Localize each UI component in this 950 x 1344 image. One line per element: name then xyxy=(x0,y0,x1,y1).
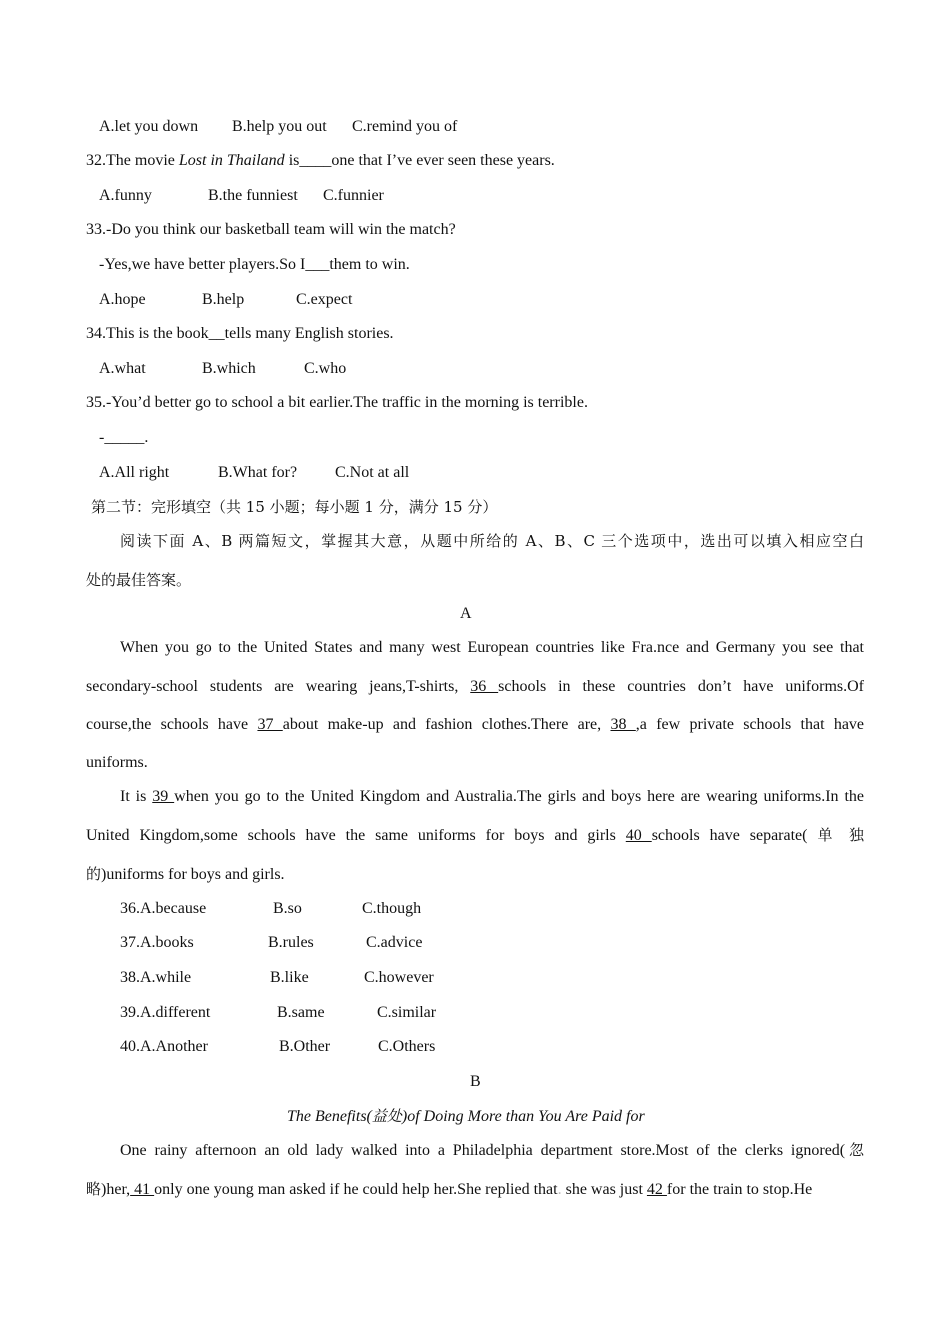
passage-a-label: A xyxy=(460,605,472,622)
option-40-c: C.Others xyxy=(378,1038,436,1055)
passage-a-line5: It is 39 when you go to the United Kingdom and Australia.The girls and boys here are wearing uniforms.In the xyxy=(120,788,865,805)
q33-option-a: A.hope xyxy=(99,291,146,308)
section-heading: 第二节：完形填空（共 15 小题；每小题 1 分，满分 15 分） xyxy=(91,498,498,516)
option-38-b: B.like xyxy=(270,969,309,986)
passage-b-label: B xyxy=(470,1073,481,1090)
q33-option-c: C.expect xyxy=(296,291,353,308)
q32-post: is____one that I’ve ever seen these years. xyxy=(284,152,555,169)
passage-a-line2: secondary-school students are wearing jeans,T-shirts, 36 schools in these countries don’t have uniforms.Of xyxy=(86,678,865,695)
blank-42: 42 xyxy=(646,1181,667,1198)
q35-option-b: B.What for? xyxy=(218,464,298,481)
blank-37: 37 xyxy=(257,716,283,733)
passage-b-title: The Benefits(益处)of Doing More than You Are Paid for xyxy=(287,1107,645,1125)
q34-option-a: A.what xyxy=(99,360,146,377)
q33-reply: -Yes,we have better players.So I___them to win. xyxy=(99,256,410,273)
q31-option-b: B.help you out xyxy=(232,118,327,135)
passage-b-line1: One rainy afternoon an old lady walked into a Philadelphia department store.Most of the clerks ignored(忽 xyxy=(120,1141,864,1159)
q32-option-a: A.funny xyxy=(99,187,152,204)
passage-a-line3: course,the schools have 37 about make-up and fashion clothes.There are, 38 ,a few private schools that have xyxy=(86,716,865,733)
q33-stem: 33.-Do you think our basketball team will win the match? xyxy=(86,221,456,238)
blank-40: 40 xyxy=(625,827,652,844)
option-36-c: C.though xyxy=(362,900,422,917)
q34-stem: 34.This is the book__tells many English stories. xyxy=(86,325,394,342)
q32-option-b: B.the funniest xyxy=(208,187,298,204)
option-39-c: C.similar xyxy=(377,1004,437,1021)
option-39-b: B.same xyxy=(277,1004,325,1021)
passage-a-line4: uniforms. xyxy=(86,754,148,771)
option-37-b: B.rules xyxy=(268,934,314,951)
passage-b-line2: 略)her, 41 only one young man asked if he could help her.She replied that. she was just 42 for the train to stop.He xyxy=(86,1180,813,1198)
option-36-b: B.so xyxy=(273,900,302,917)
blank-36: 36 xyxy=(470,678,499,695)
option-38-c: C.however xyxy=(364,969,434,986)
q34-option-c: C.who xyxy=(304,360,347,377)
section-instructions-line2: 处的最佳答案。 xyxy=(86,571,192,589)
q33-option-b: B.help xyxy=(202,291,245,308)
passage-a-line7: 的)uniforms for boys and girls. xyxy=(86,865,285,883)
option-36-a: 36.A.because xyxy=(120,900,207,917)
passage-a-line6: United Kingdom,some schools have the same uniforms for boys and girls 40 schools have separate( 单 独 xyxy=(86,826,865,844)
blank-41: 41 xyxy=(130,1181,155,1198)
option-37-a: 37.A.books xyxy=(120,934,194,951)
option-40-a: 40.A.Another xyxy=(120,1038,208,1055)
passage-a-line1: When you go to the United States and many west European countries like Fra.nce and Germany you see that xyxy=(120,639,864,656)
section-instructions-line1: 阅读下面 A、B 两篇短文，掌握其大意，从题中所给的 A、B、C 三个选项中，选出可以填入相应空白 xyxy=(120,532,864,550)
q35-option-a: A.All right xyxy=(99,464,170,481)
q34-option-b: B.which xyxy=(202,360,256,377)
q32-movie-title: Lost in Thailand xyxy=(178,152,285,169)
q32-pre: 32.The movie xyxy=(86,152,179,169)
q35-stem: 35.-You’d better go to school a bit earlier.The traffic in the morning is terrible. xyxy=(86,394,588,411)
option-40-b: B.Other xyxy=(279,1038,331,1055)
option-39-a: 39.A.different xyxy=(120,1004,211,1021)
q31-option-a: A.let you down xyxy=(99,118,199,135)
option-38-a: 38.A.while xyxy=(120,969,192,986)
q32-stem xyxy=(86,151,555,171)
blank-38: 38 xyxy=(610,716,636,733)
blank-39: 39 xyxy=(152,788,175,805)
option-37-c: C.advice xyxy=(366,934,423,951)
q32-option-c: C.funnier xyxy=(323,187,384,204)
q31-option-c: C.remind you of xyxy=(352,118,458,135)
q35-reply: -_____. xyxy=(99,429,149,446)
q35-option-c: C.Not at all xyxy=(335,464,410,481)
